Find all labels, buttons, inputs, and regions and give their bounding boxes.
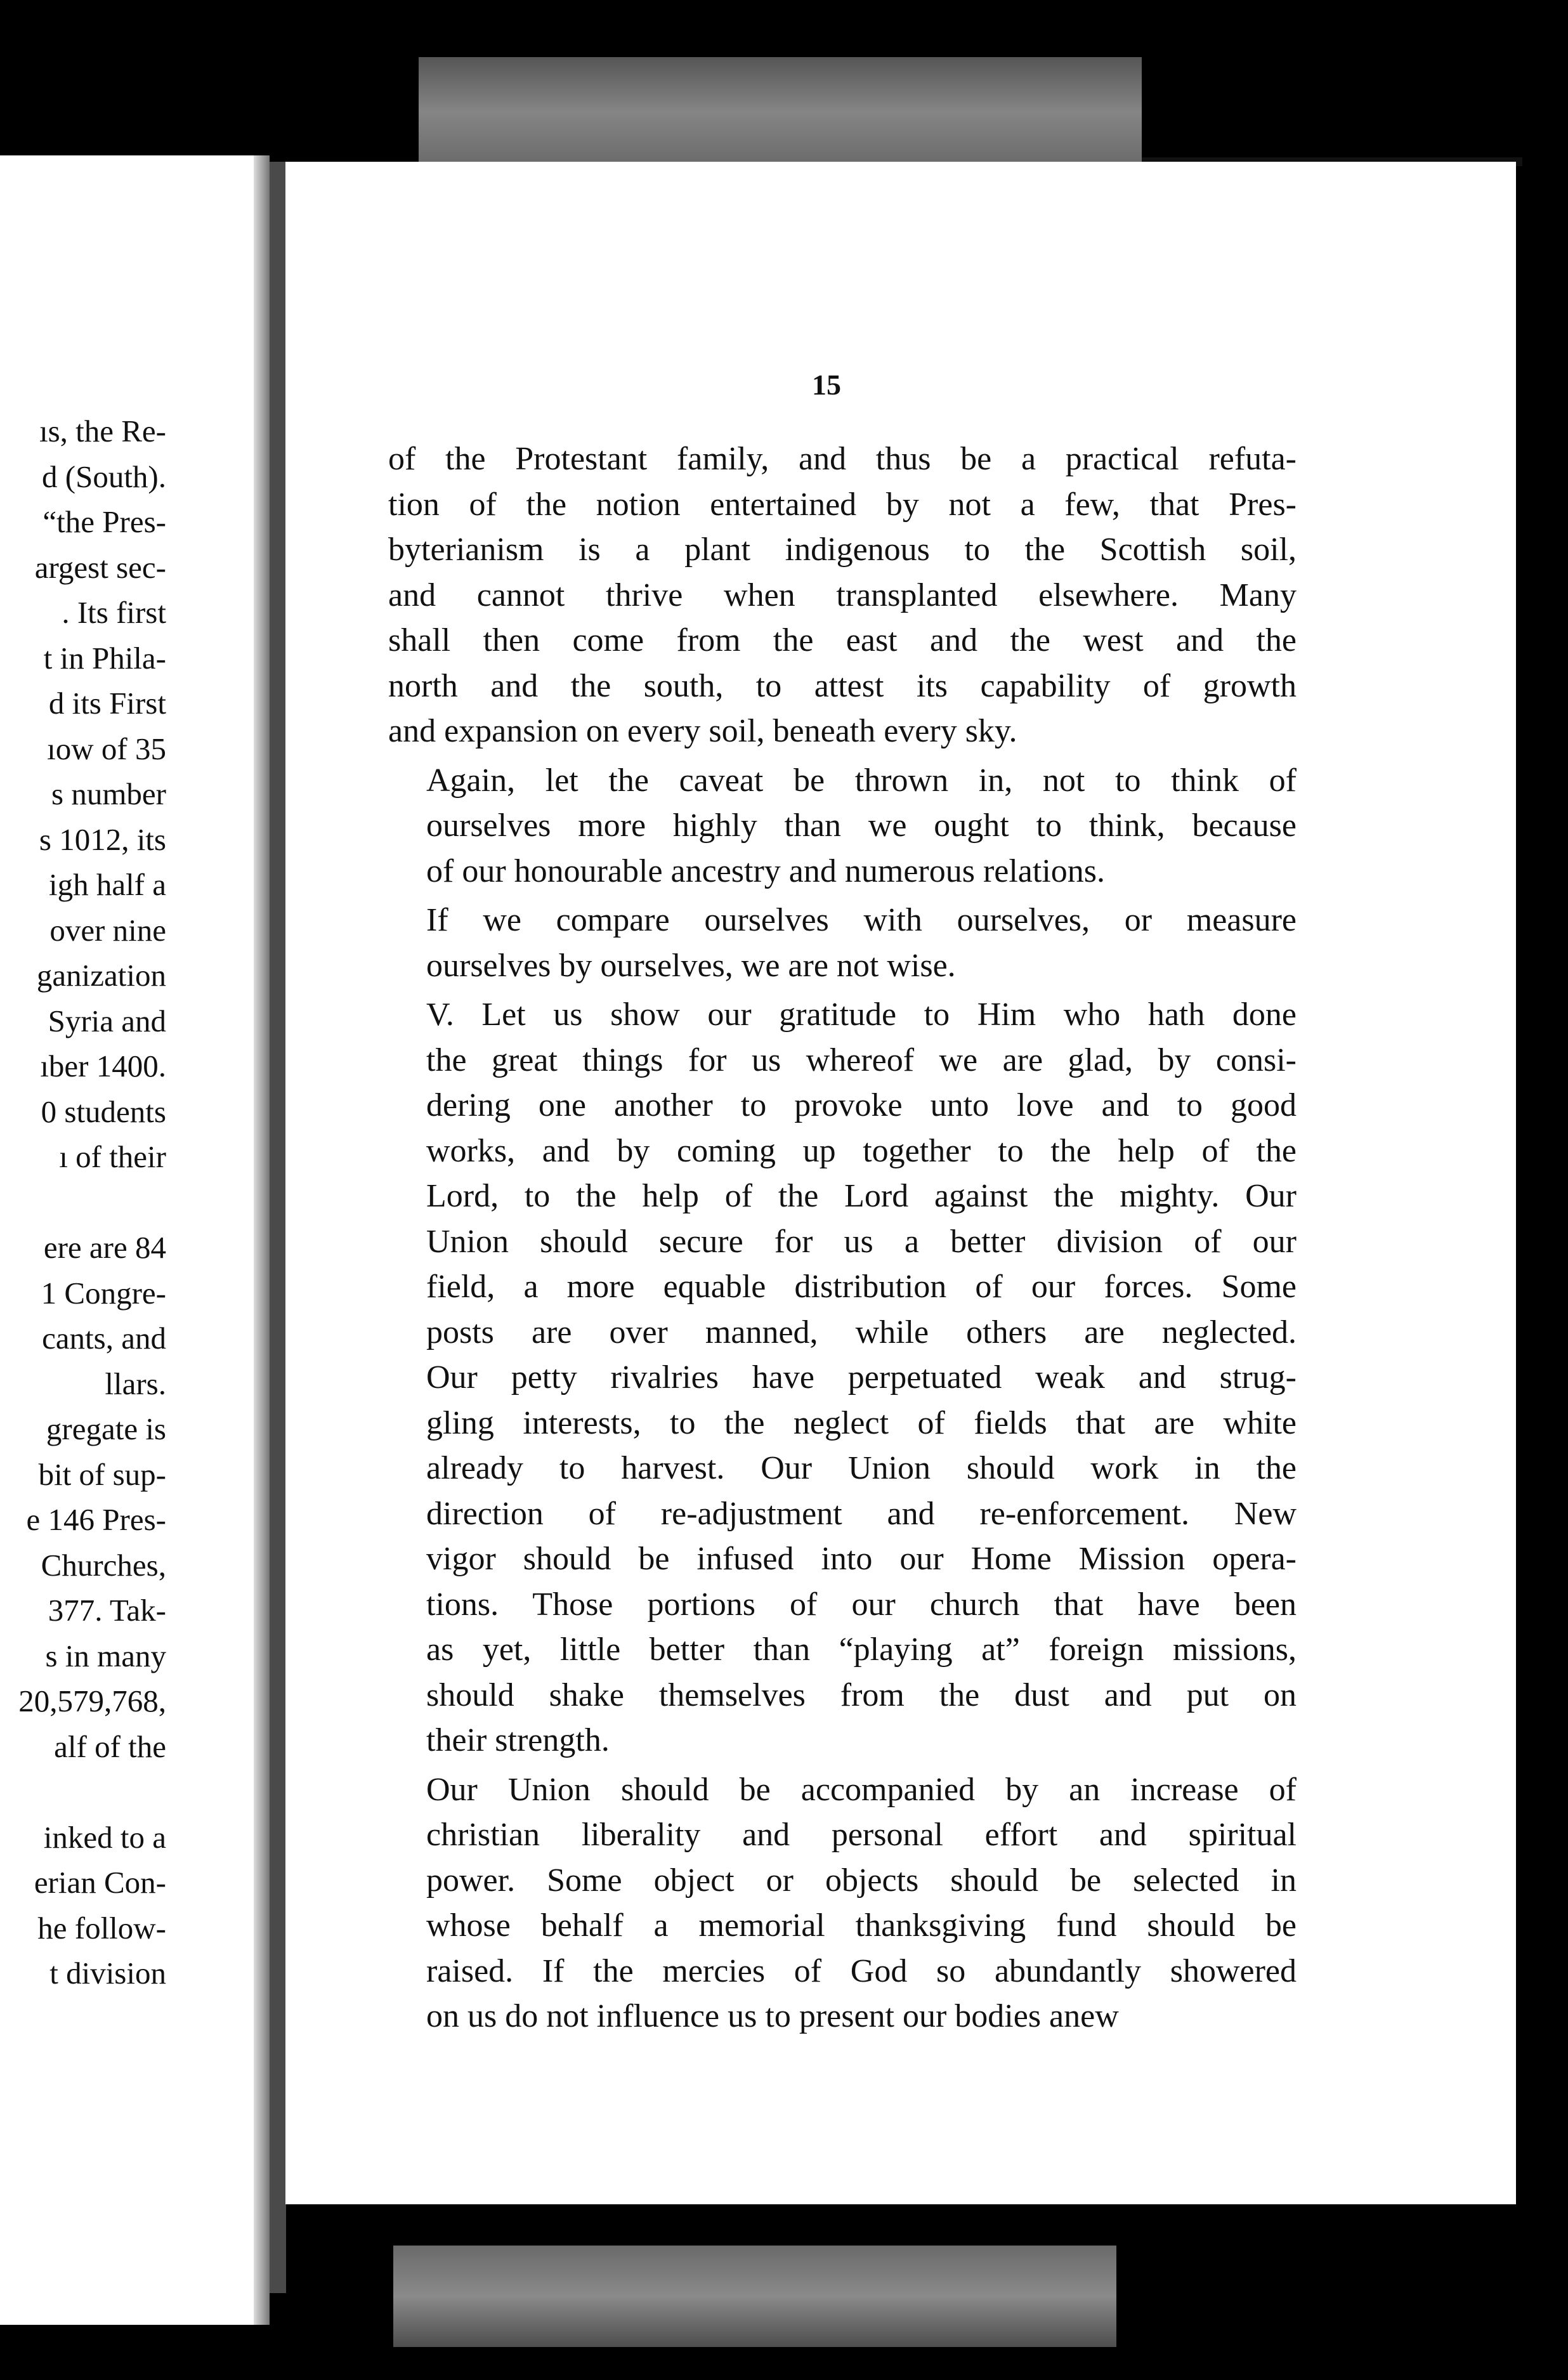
- text-line: whose behalf a memorial thanksgiving fund should be: [426, 1907, 1297, 1944]
- text-line: gling interests, to the neglect of fields that are white: [426, 1404, 1297, 1441]
- left-page-line: “the Pres-: [42, 504, 166, 539]
- text-line: already to harvest. Our Union should work in the: [426, 1450, 1297, 1486]
- paragraph: [388, 898, 1297, 988]
- text-line: Lord, to the help of the Lord against the mighty. Our: [426, 1178, 1297, 1214]
- left-page-line: s in many: [45, 1638, 166, 1673]
- left-page-line: argest sec-: [34, 550, 166, 585]
- left-page-line: inked to a: [43, 1820, 166, 1855]
- left-page-line: gregate is: [46, 1411, 166, 1446]
- left-page-line: igh half a: [48, 867, 166, 902]
- left-page-line: s 1012, its: [39, 822, 166, 857]
- text-line: tions. Those portions of our church that have been: [426, 1586, 1297, 1623]
- left-page: [0, 155, 270, 2325]
- text-line: on us do not influence us to present our bodies anew: [426, 1998, 1119, 2034]
- scan-background-strip-bottom: [393, 2246, 1116, 2347]
- right-page-body-text: [388, 436, 1297, 2039]
- text-line: dering one another to provoke unto love and to good: [426, 1087, 1297, 1123]
- book-gutter: [270, 162, 286, 2293]
- left-page-line: he follow-: [37, 1911, 166, 1945]
- text-line: If we compare ourselves with ourselves, or measure: [426, 902, 1297, 938]
- left-page-line: ı of their: [59, 1139, 166, 1174]
- text-line: Again, let the caveat be thrown in, not to think of: [426, 762, 1297, 799]
- left-page-line: 1 Congre-: [41, 1276, 166, 1311]
- text-line: as yet, little better than “playing at” foreign missions,: [426, 1631, 1297, 1668]
- text-line: should shake themselves from the dust and put on: [426, 1677, 1297, 1713]
- left-page-line: ganization: [36, 958, 166, 993]
- left-page-line: 0 students: [41, 1094, 166, 1129]
- text-line: vigor should be infused into our Home Mission opera-: [426, 1541, 1297, 1577]
- left-page-line: 20,579,768,: [18, 1684, 166, 1718]
- left-page-line: ıber 1400.: [40, 1049, 166, 1083]
- scan-background-strip-top: [419, 57, 1142, 178]
- text-line: north and the south, to attest its capability of growth: [388, 667, 1297, 704]
- left-page-line: Syria and: [48, 1004, 166, 1038]
- page-number: 15: [812, 369, 841, 401]
- paragraph: [388, 1767, 1297, 2039]
- left-page-line: t in Phila-: [43, 641, 166, 676]
- left-page-line: alf of the: [54, 1729, 166, 1764]
- left-page-line: s number: [51, 776, 166, 811]
- text-line: direction of re-adjustment and re-enforcement. New: [426, 1495, 1297, 1532]
- left-page-line: 377. Tak-: [48, 1593, 166, 1628]
- text-line: ourselves by ourselves, we are not wise.: [426, 947, 956, 984]
- text-line: field, a more equable distribution of our forces. Some: [426, 1269, 1297, 1305]
- text-line: of our honourable ancestry and numerous relations.: [426, 853, 1106, 889]
- text-line: byterianism is a plant indigenous to the Scottish soil,: [388, 532, 1297, 568]
- text-line: Our Union should be accompanied by an increase of: [426, 1771, 1297, 1808]
- left-page-line: bit of sup-: [38, 1457, 166, 1492]
- left-page-line: Churches,: [41, 1548, 166, 1583]
- left-page-fold-shadow: [254, 155, 270, 2325]
- text-line: and expansion on every soil, beneath every sky.: [388, 713, 1017, 749]
- text-line: power. Some object or objects should be selected in: [426, 1862, 1297, 1899]
- left-page-line: t division: [49, 1956, 166, 1991]
- left-page-line: ıow of 35: [47, 731, 166, 766]
- text-line: V. Let us show our gratitude to Him who hath done: [426, 997, 1297, 1033]
- left-page-line: llars.: [105, 1366, 166, 1401]
- left-page-line: . Its first: [62, 595, 166, 630]
- left-page-line: ıs, the Re-: [39, 414, 166, 448]
- left-page-line: over nine: [49, 913, 166, 948]
- text-line: Our petty rivalries have perpetuated weak and strug-: [426, 1359, 1297, 1396]
- paragraph: [388, 436, 1297, 754]
- text-line: christian liberality and personal effort and spiritual: [426, 1817, 1297, 1853]
- left-page-line: erian Con-: [34, 1865, 166, 1900]
- left-page-line: ere are 84: [43, 1230, 166, 1265]
- text-line: shall then come from the east and the west and the: [388, 622, 1297, 658]
- text-line: posts are over manned, while others are neglected.: [426, 1314, 1297, 1350]
- left-page-line: d its First: [48, 686, 166, 721]
- text-line: their strength.: [426, 1722, 610, 1758]
- paragraph: [388, 758, 1297, 894]
- left-page-line: e 146 Pres-: [26, 1502, 166, 1537]
- text-line: of the Protestant family, and thus be a practical refuta-: [388, 441, 1297, 477]
- text-line: Union should secure for us a better division of our: [426, 1223, 1297, 1260]
- text-line: raised. If the mercies of God so abundantly showered: [426, 1952, 1297, 1989]
- left-page-line: d (South).: [42, 459, 166, 494]
- text-line: the great things for us whereof we are glad, by consi-: [426, 1042, 1297, 1078]
- text-line: works, and by coming up together to the help of the: [426, 1132, 1297, 1169]
- left-page-line: cants, and: [42, 1321, 166, 1356]
- text-line: tion of the notion entertained by not a few, that Pres-: [388, 486, 1297, 523]
- text-line: ourselves more highly than we ought to think, because: [426, 808, 1297, 844]
- text-line: and cannot thrive when transplanted elsewhere. Many: [388, 577, 1297, 613]
- paragraph: [388, 992, 1297, 1763]
